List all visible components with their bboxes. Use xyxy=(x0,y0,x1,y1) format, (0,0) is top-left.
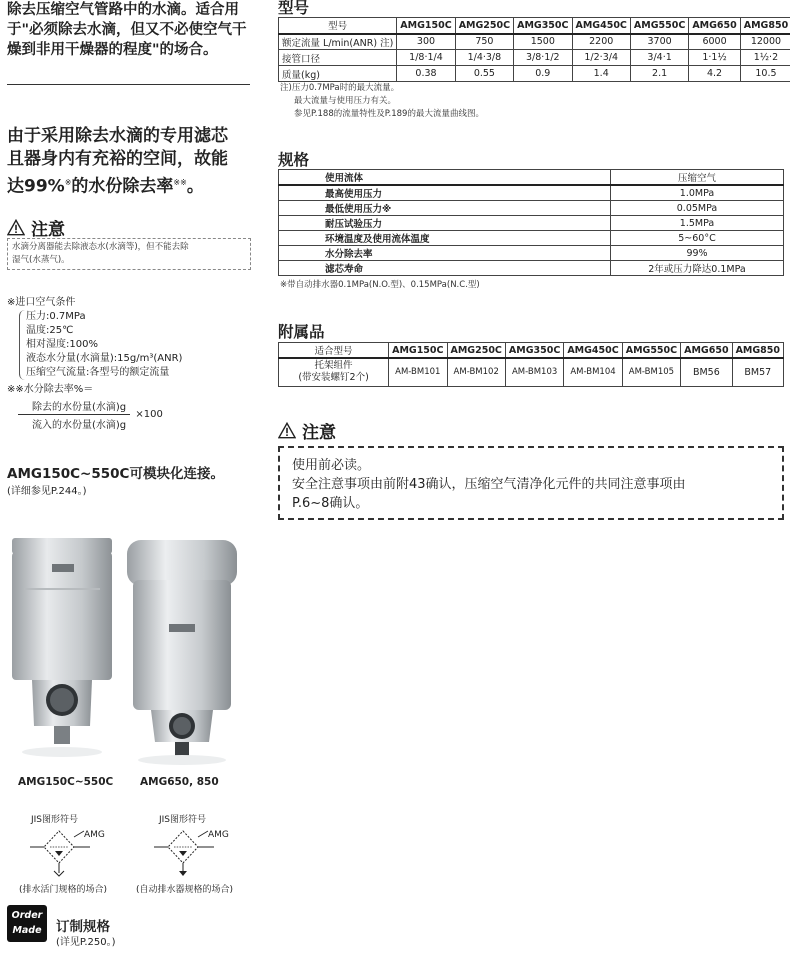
table-cell: BM56 xyxy=(681,358,732,386)
feature-last-end: 。 xyxy=(186,176,204,197)
jis-symbol-note: (排水活门规格的场合) xyxy=(19,885,108,895)
warning-icon xyxy=(7,219,25,236)
accessories-table xyxy=(278,342,784,387)
modular-connection-text: AMG150C~550C可模块化连接。 xyxy=(7,466,224,482)
model-column-header: AMG850 xyxy=(732,343,783,359)
model-column-header: AMG450C xyxy=(564,343,622,359)
feature-last-mid: 的水份除去率 xyxy=(71,176,174,197)
spec-row xyxy=(279,201,784,216)
spec-row xyxy=(279,185,784,201)
spec-value: 压缩空气 xyxy=(611,170,784,186)
specs-footnote: ※带自动排水器0.1MPa(N.O.型)、0.15MPa(N.C.型) xyxy=(280,280,480,290)
models-header-row xyxy=(279,18,790,34)
table-cell: 4.2 xyxy=(689,66,740,82)
spec-row xyxy=(279,170,784,186)
model-column-header: AMG150C xyxy=(397,18,455,34)
caution-heading-text: 注意 xyxy=(31,220,65,240)
models-notes xyxy=(280,82,484,121)
caution-heading xyxy=(7,215,65,240)
condition-item: 液态水分量(水滴量):15g/m³(ANR) xyxy=(26,353,183,364)
model-column-header: AMG250C xyxy=(455,18,513,34)
models-section-title: 型号 xyxy=(278,0,310,17)
conditions-list xyxy=(19,310,257,380)
models-note-line: 参见P.188的流量特性及P.189的最大流量曲线图。 xyxy=(294,109,484,119)
table-cell: 2.1 xyxy=(630,66,688,82)
table-cell: 10.5 xyxy=(740,66,790,82)
removal-formula xyxy=(18,398,163,431)
models-row-port-size xyxy=(279,50,790,66)
model-column-header: AMG250C xyxy=(447,343,505,359)
accessory-label-line: 托架组件 xyxy=(314,360,353,372)
order-badge-line: Made xyxy=(12,925,42,936)
condition-item: 压缩空气流量:各型号的额定流量 xyxy=(26,367,170,378)
accessories-section-title: 附属品 xyxy=(278,323,325,341)
accessories-row-label xyxy=(279,358,389,386)
order-made-title: 订制规格 xyxy=(56,919,110,935)
caution-heading-2 xyxy=(278,418,336,443)
table-cell: 12000 xyxy=(740,34,790,50)
table-cell: AM-BM101 xyxy=(389,358,447,386)
spec-label: 滤芯寿命 xyxy=(279,261,611,276)
accessory-label-line: (带安装螺钉2个) xyxy=(298,372,369,384)
model-column-header: AMG350C xyxy=(505,343,563,359)
spec-value: 2年或压力降达0.1MPa xyxy=(611,261,784,276)
table-cell: BM57 xyxy=(732,358,783,386)
product-image-amg650 xyxy=(123,540,241,766)
models-note-line: 注)压力0.7MPa时的最大流量。 xyxy=(280,83,400,93)
model-column-header: AMG150C xyxy=(389,343,447,359)
order-made-reference: (详见P.250。) xyxy=(56,937,116,948)
caution-line: P.6~8确认。 xyxy=(292,496,369,511)
table-cell: 1.4 xyxy=(572,66,630,82)
formula-multiplier: ×100 xyxy=(135,409,163,420)
table-cell: 3/4·1 xyxy=(630,50,688,66)
removal-title: ※※水分除去率%＝ xyxy=(7,384,94,395)
intro-line: 燥到非用干燥器的程度"的场合。 xyxy=(7,42,218,58)
table-cell: 3/8·1/2 xyxy=(514,50,572,66)
models-note-line: 最大流量与使用压力有关。 xyxy=(294,96,397,106)
inlet-conditions xyxy=(7,296,257,380)
table-cell: 0.38 xyxy=(397,66,455,82)
spec-label: 最低使用压力※ xyxy=(279,201,611,216)
model-column-header: AMG550C xyxy=(630,18,688,34)
feature-line: 由于采用除去水滴的专用滤芯 xyxy=(7,126,228,146)
model-column-header: AMG350C xyxy=(514,18,572,34)
table-cell: 2200 xyxy=(572,34,630,50)
condition-item: 压力:0.7MPa xyxy=(26,311,86,322)
accessories-row-bracket xyxy=(279,358,784,386)
spec-value: 1.5MPa xyxy=(611,216,784,231)
feature-footnote-mark: ※ xyxy=(64,178,72,187)
table-cell: 1/4·3/8 xyxy=(455,50,513,66)
specs-section-title: 规格 xyxy=(278,151,310,169)
order-badge-line: Order xyxy=(11,910,43,921)
intro-divider xyxy=(7,84,250,85)
specs-table xyxy=(278,169,784,276)
spec-label: 水分除去率 xyxy=(279,246,611,261)
spec-value: 99% xyxy=(611,246,784,261)
spec-row xyxy=(279,231,784,246)
model-column-header: AMG650 xyxy=(681,343,732,359)
jis-symbol-label: AMG xyxy=(84,830,105,840)
model-column-header: AMG450C xyxy=(572,18,630,34)
table-cell: 1·1½ xyxy=(689,50,740,66)
models-row-mass xyxy=(279,66,790,82)
models-table xyxy=(278,17,790,82)
intro-line: 于"必须除去水滴，但又不必使空气干 xyxy=(7,22,247,38)
models-row-flow xyxy=(279,34,790,50)
feature-line: 且器身内有充裕的空间，故能 xyxy=(7,149,228,169)
caution-line: 使用前必读。 xyxy=(292,458,371,473)
caution-line: 湿气(水蒸气)。 xyxy=(12,255,70,265)
table-cell: AM-BM105 xyxy=(622,358,680,386)
product-caption: AMG650, 850 xyxy=(140,776,219,788)
feature-line xyxy=(7,171,257,199)
spec-value: 0.05MPa xyxy=(611,201,784,216)
jis-symbol-title: JIS图形符号 xyxy=(31,815,79,825)
caution-line: 水滴分离器能去除液态水(水滴等)，但不能去除 xyxy=(12,242,189,252)
models-row-label: 接管口径 xyxy=(279,50,397,66)
jis-symbol-auto-drain xyxy=(154,825,218,877)
formula-fraction xyxy=(18,398,130,431)
order-made-badge xyxy=(7,905,47,942)
table-cell: AM-BM104 xyxy=(564,358,622,386)
model-column-header: AMG550C xyxy=(622,343,680,359)
table-cell: 0.9 xyxy=(514,66,572,82)
table-cell: 1/2·3/4 xyxy=(572,50,630,66)
spec-label: 环境温度及使用流体温度 xyxy=(279,231,611,246)
spec-label: 使用流体 xyxy=(279,170,611,186)
models-header-label: 型号 xyxy=(279,18,397,34)
jis-symbol-manual-drain xyxy=(30,825,94,877)
jis-symbol-title: JIS图形符号 xyxy=(159,815,207,825)
feature-description xyxy=(7,125,257,199)
model-column-header: AMG850 xyxy=(740,18,790,34)
model-column-header: AMG650 xyxy=(689,18,740,34)
product-image-amg150c xyxy=(10,538,114,760)
caution-line: 安全注意事项由前附43确认，压缩空气清净化元件的共同注意事项由 xyxy=(292,477,686,492)
caution-box-2 xyxy=(278,446,784,520)
accessories-header-label: 适合型号 xyxy=(279,343,389,359)
spec-label: 耐压试验压力 xyxy=(279,216,611,231)
condition-item: 相对湿度:100% xyxy=(26,339,98,350)
table-cell: 1/8·1/4 xyxy=(397,50,455,66)
table-cell: 3700 xyxy=(630,34,688,50)
intro-description xyxy=(7,0,255,60)
table-cell: 300 xyxy=(397,34,455,50)
feature-last-pre: 达99% xyxy=(7,176,65,197)
condition-item: 温度:25℃ xyxy=(26,325,74,336)
table-cell: 6000 xyxy=(689,34,740,50)
warning-icon xyxy=(278,422,296,439)
table-cell: AM-BM103 xyxy=(505,358,563,386)
caution-heading-text: 注意 xyxy=(302,423,336,443)
spec-row xyxy=(279,261,784,276)
spec-value: 5~60°C xyxy=(611,231,784,246)
formula-denominator: 流入的水份量(水滴)g xyxy=(32,420,127,431)
intro-line: 除去压缩空气管路中的水滴。适合用 xyxy=(7,2,239,18)
formula-numerator: 除去的水份量(水滴)g xyxy=(18,398,130,415)
spec-row xyxy=(279,216,784,231)
table-cell: 1½·2 xyxy=(740,50,790,66)
jis-symbol-note: (自动排水器规格的场合) xyxy=(136,885,234,895)
table-cell: 1500 xyxy=(514,34,572,50)
accessories-header-row xyxy=(279,343,784,359)
table-cell: AM-BM102 xyxy=(447,358,505,386)
table-cell: 0.55 xyxy=(455,66,513,82)
spec-value: 1.0MPa xyxy=(611,185,784,201)
modular-reference: (详细参见P.244。) xyxy=(7,486,87,497)
models-row-label: 额定流量 L/min(ANR) 注) xyxy=(279,34,397,50)
conditions-title: ※进口空气条件 xyxy=(7,297,76,308)
spec-row xyxy=(279,246,784,261)
jis-symbol-label: AMG xyxy=(208,830,229,840)
feature-footnote-mark-2: ※※ xyxy=(173,178,187,187)
product-caption: AMG150C~550C xyxy=(18,776,114,788)
models-row-label: 质量(kg) xyxy=(279,66,397,82)
spec-label: 最高使用压力 xyxy=(279,185,611,201)
caution-box xyxy=(7,238,251,270)
table-cell: 750 xyxy=(455,34,513,50)
